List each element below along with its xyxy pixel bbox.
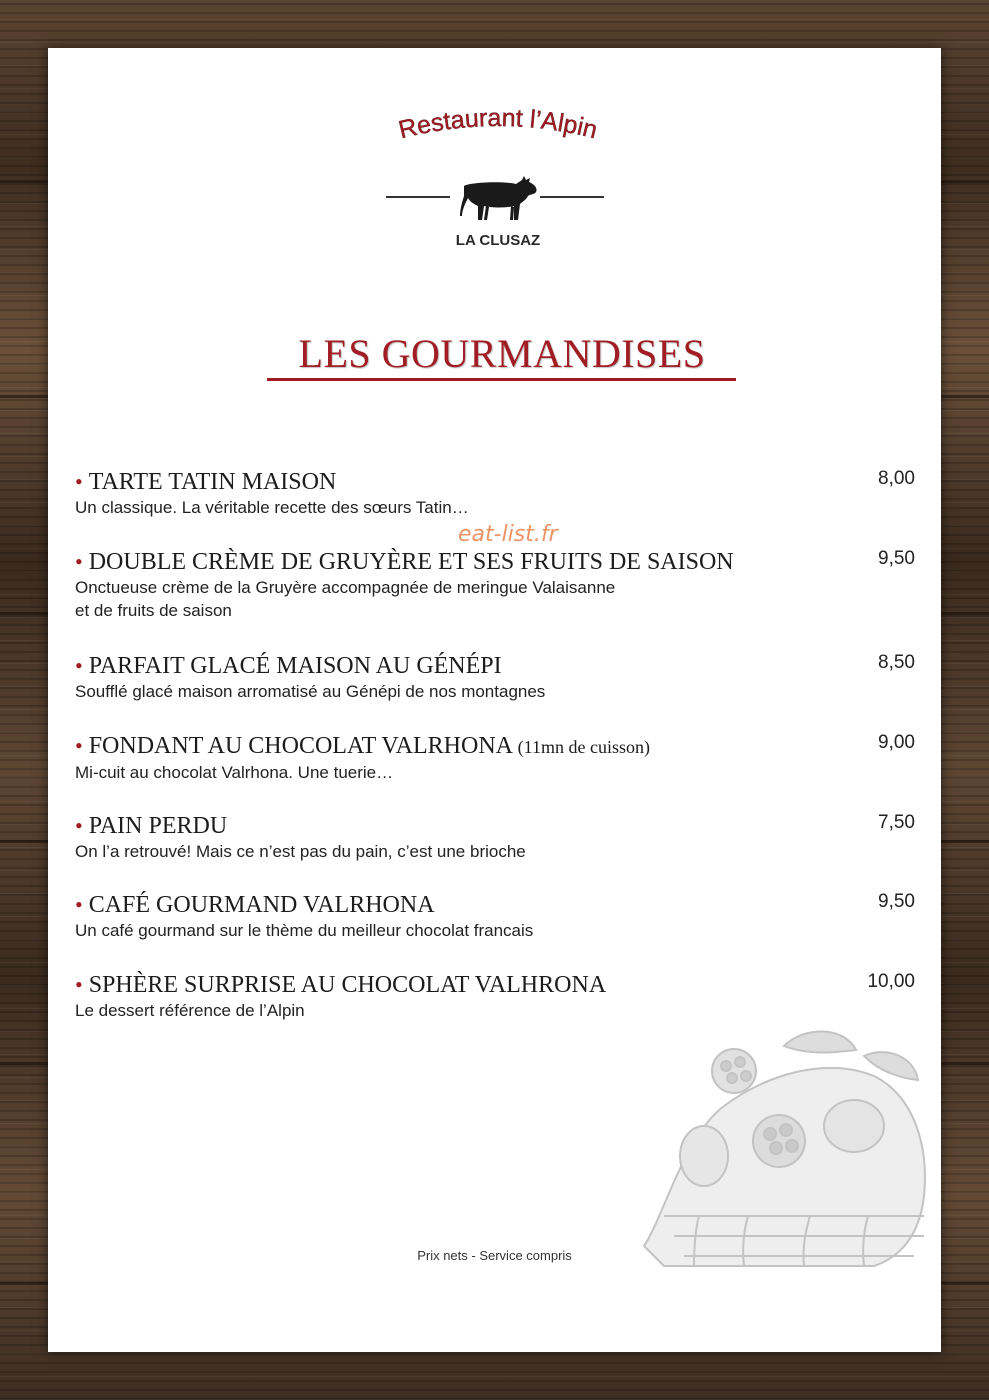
cow-icon (456, 172, 540, 226)
menu-item-description: et de fruits de saison (75, 601, 232, 620)
footer-note: Prix nets - Service compris (417, 1248, 572, 1263)
menu-item-price: 9,50 (878, 548, 915, 569)
menu-item-name: CAFÉ GOURMAND VALRHONA (88, 892, 435, 918)
menu-item (75, 732, 915, 784)
svg-text:Restaurant l’Alpin (396, 104, 600, 144)
bullet: • (75, 733, 83, 758)
menu-item-description: Onctueuse crème de la Gruyère accompagnée de meringue Valaisanne (75, 578, 616, 597)
menu-item-price: 10,00 (867, 971, 915, 992)
menu-item-description: Un café gourmand sur le thème du meilleur chocolat francais (75, 921, 534, 940)
bullet: • (75, 972, 83, 997)
menu-item (75, 971, 915, 1022)
bullet: • (75, 653, 83, 678)
bullet: • (75, 469, 83, 494)
menu-item-name: DOUBLE CRÈME DE GRUYÈRE ET SES FRUITS DE SAISON (88, 549, 734, 575)
logo-rule-left (386, 196, 450, 198)
menu-item-price: 9,00 (878, 732, 915, 753)
menu-item-description: Un classique. La véritable recette des sœurs Tatin… (75, 498, 469, 517)
menu-item-price: 9,50 (878, 891, 915, 912)
watermark: eat-list.fr (458, 522, 558, 547)
restaurant-logo (368, 88, 628, 249)
menu-item-description: On l’a retrouvé! Mais ce n’est pas du pain, c’est une brioche (75, 842, 526, 861)
menu-item-name: TARTE TATIN MAISON (88, 469, 337, 495)
menu-item-description: Le dessert référence de l’Alpin (75, 1001, 305, 1020)
menu-item-price: 8,50 (878, 652, 915, 673)
menu-item (75, 548, 915, 622)
menu-item-name: PAIN PERDU (88, 813, 228, 839)
menu-item-description: Soufflé glacé maison arromatisé au Génépi de nos montagnes (75, 682, 546, 701)
menu-item (75, 652, 915, 703)
menu-item-note: (11mn de cuisson) (517, 737, 650, 757)
menu-item (75, 468, 915, 519)
menu-item (75, 812, 915, 863)
bullet: • (75, 813, 83, 838)
restaurant-name-logotype (368, 88, 628, 148)
menu-item-price: 7,50 (878, 812, 915, 833)
section-title-underline (267, 378, 736, 381)
menu-item-description: Mi-cuit au chocolat Valrhona. Une tuerie… (75, 763, 394, 782)
menu-item-name: FONDANT AU CHOCOLAT VALRHONA (88, 733, 512, 759)
logo-rule-right (540, 196, 604, 198)
menu-item-name: PARFAIT GLACÉ MAISON AU GÉNÉPI (88, 653, 502, 679)
restaurant-location: LA CLUSAZ (455, 232, 541, 249)
menu-item-price: 8,00 (878, 468, 915, 489)
menu-item (75, 891, 915, 942)
section-title: LES GOURMANDISES (298, 331, 706, 376)
menu-sheet (48, 48, 941, 1352)
bullet: • (75, 549, 83, 574)
menu-item-name: SPHÈRE SURPRISE AU CHOCOLAT VALHRONA (88, 972, 607, 998)
bullet: • (75, 892, 83, 917)
fruit-cake-illustration (624, 1016, 944, 1278)
restaurant-name: Restaurant l’Alpin (395, 103, 601, 145)
